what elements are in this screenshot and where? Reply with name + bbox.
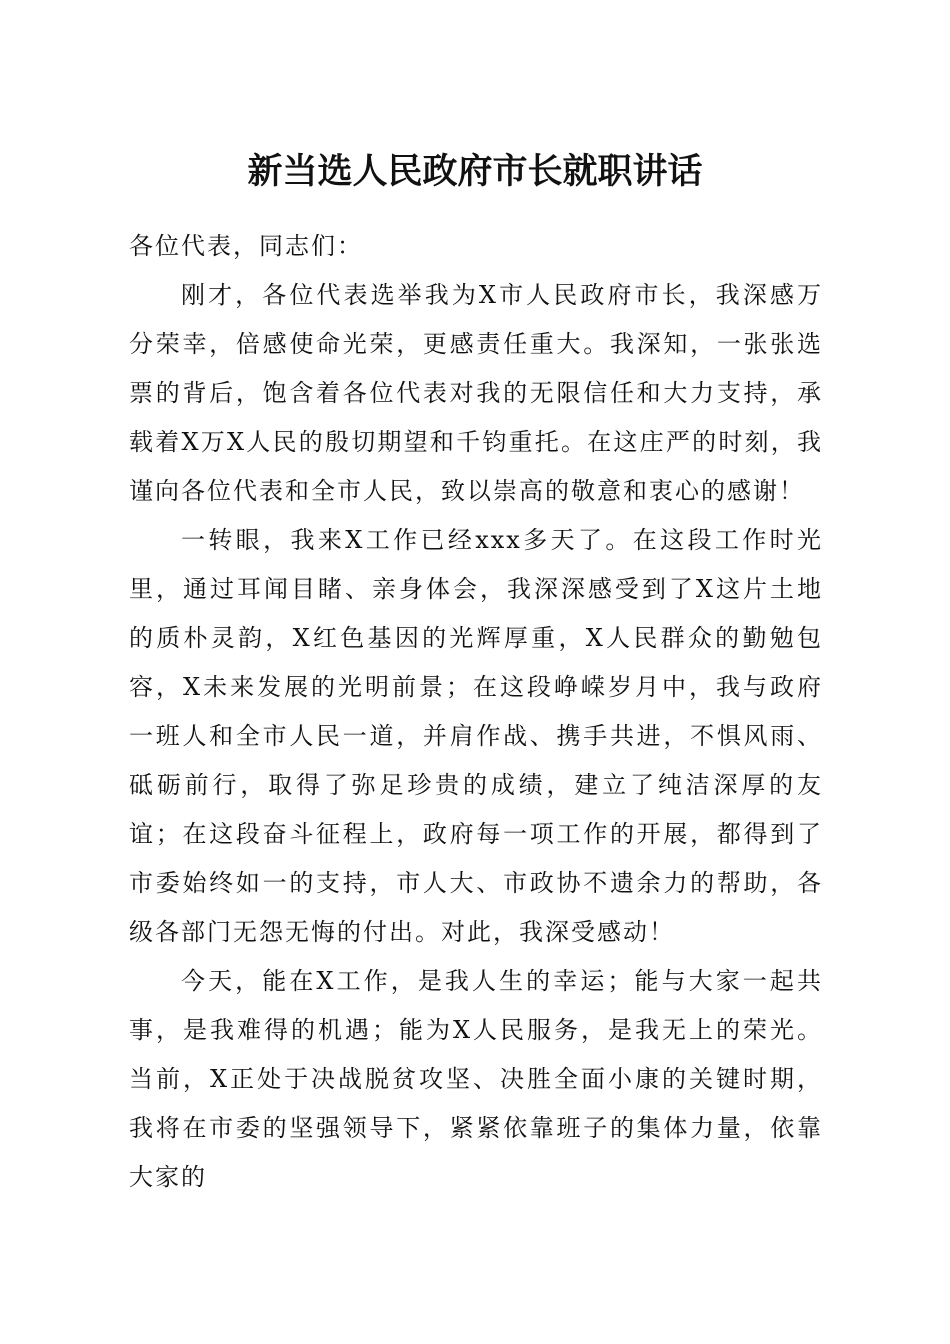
paragraph-2: 一转眼，我来X工作已经xxx多天了。在这段工作时光里，通过耳闻目睹、亲身体会，我深深感受到了X这片土地的质朴灵韵，X红色基因的光辉厚重，X人民群众的勤勉包容，X未来发展的光明前景；在这段峥嵘岁月中，我与政府一班人和全市人民一道，并肩作战、携手共进，不惧风雨、砥砺前行，取得了弥足珍贵的成绩，建立了纯洁深厚的友谊；在这段奋斗征程上，政府每一项工作的开展，都得到了市委始终如一的支持，市人大、市政协不遗余力的帮助，各级各部门无怨无悔的付出。对此，我深受感动！: [129, 526, 823, 946]
document-title: 新当选人民政府市长就职讲话: [247, 151, 703, 192]
paragraph-1: 刚才，各位代表选举我为X市人民政府市长，我深感万分荣幸，倍感使命光荣，更感责任重大。我深知，一张张选票的背后，饱含着各位代表对我的无限信任和大力支持，承载着X万X人民的殷切期望和千钧重托。在这庄严的时刻，我谨向各位代表和全市人民，致以崇高的敬意和衷心的感谢！: [129, 281, 823, 505]
document-body: [129, 222, 823, 1202]
salutation: 各位代表，同志们：: [129, 232, 363, 260]
paragraph-3: 今天，能在X工作，是我人生的幸运；能与大家一起共事，是我难得的机遇；能为X人民服务，是我无上的荣光。当前，X正处于决战脱贫攻坚、决胜全面小康的关键时期，我将在市委的坚强领导下，紧紧依靠班子的集体力量，依靠大家的: [129, 967, 823, 1191]
